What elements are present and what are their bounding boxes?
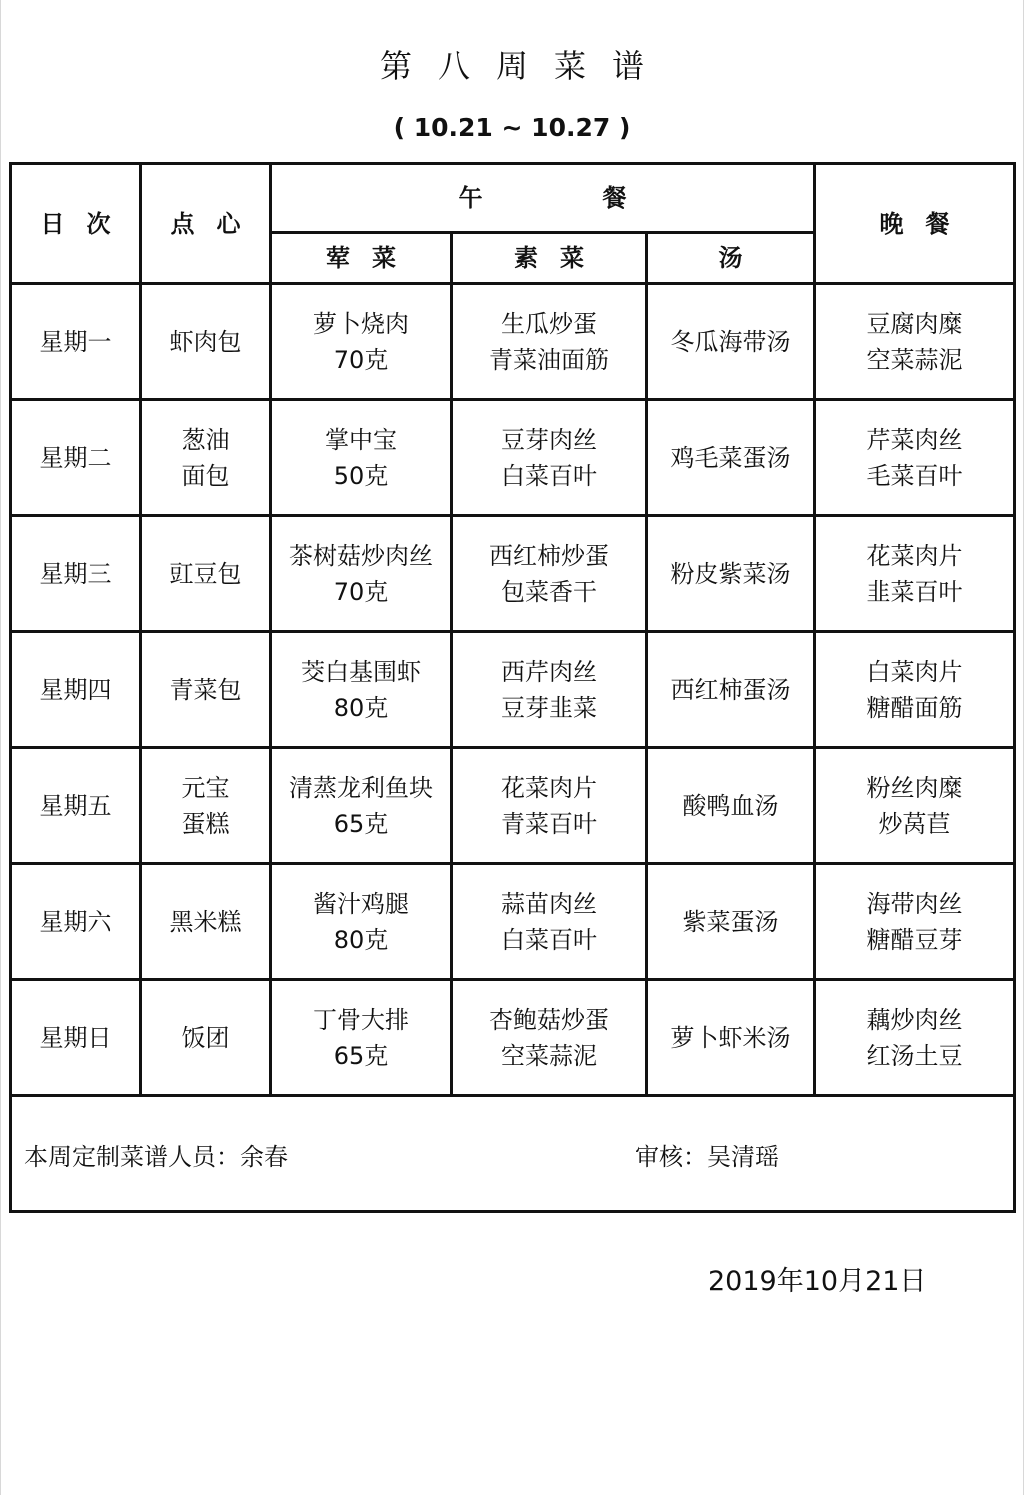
dinner-cell [815,284,1015,400]
soup-cell: 粉皮紫菜汤 [647,516,815,632]
table-row [11,284,1015,400]
snack-cell-line: 豇豆包 [169,559,242,588]
veg-dish-cell-line: 豆芽韭菜 [501,693,597,722]
snack-cell-line: 黑米糕 [169,907,242,936]
dinner-cell-line: 白菜肉片 [866,657,963,686]
dinner-cell-line: 空菜蒜泥 [866,345,963,374]
day-cell: 星期二 [11,400,141,516]
snack-cell [141,864,271,980]
snack-cell-line: 面包 [181,461,230,490]
veg-dish-cell-line: 包菜香干 [501,577,597,606]
veg-dish-cell-line: 西红柿炒蛋 [489,541,609,570]
snack-cell [141,400,271,516]
meat-dish-cell-line: 80克 [333,925,389,954]
soup-cell: 西红柿蛋汤 [647,632,815,748]
meat-dish-cell-line: 清蒸龙利鱼块 [289,773,433,802]
day-cell: 星期六 [11,864,141,980]
meat-dish-cell-line: 70克 [333,577,389,606]
footer-cell [11,1096,1015,1212]
table-row [11,400,1015,516]
veg-dish-cell-line: 西芹肉丝 [501,657,597,686]
meat-dish-cell-line: 酱汁鸡腿 [313,889,409,918]
veg-dish-cell [452,864,647,980]
issue-date: 2019年10月21日 [708,1266,927,1297]
page-title: 第八周菜谱 [379,47,670,85]
veg-dish-cell [452,980,647,1096]
snack-cell-line: 青菜包 [169,675,242,704]
snack-cell [141,980,271,1096]
header-dinner: 晚餐 [815,164,1015,284]
dinner-cell-line: 糖醋豆芽 [866,925,963,954]
meat-dish-cell-line: 65克 [333,1041,389,1070]
veg-dish-cell-line: 青菜百叶 [501,809,597,838]
header-lunch: 午餐 [271,164,815,233]
menu-maker: 本周定制菜谱人员：余春 [24,1143,288,1171]
dinner-cell [815,516,1015,632]
soup-cell: 酸鸭血汤 [647,748,815,864]
dinner-cell-line: 韭菜百叶 [866,577,963,606]
meat-dish-cell [271,980,452,1096]
meat-dish-cell [271,748,452,864]
header-day: 日次 [11,164,141,284]
meat-dish-cell-line: 70克 [333,345,389,374]
dinner-cell [815,400,1015,516]
veg-dish-cell-line: 白菜百叶 [501,461,597,490]
footer-row [11,1096,1015,1212]
meat-dish-cell-line: 茶树菇炒肉丝 [289,541,433,570]
meat-dish-cell [271,516,452,632]
veg-dish-cell [452,284,647,400]
snack-cell [141,284,271,400]
dinner-cell-line: 炒莴苣 [878,809,951,838]
meat-dish-cell-line: 50克 [333,461,389,490]
table-row [11,980,1015,1096]
snack-cell [141,748,271,864]
veg-dish-cell-line: 空菜蒜泥 [501,1041,597,1070]
dinner-cell [815,748,1015,864]
veg-dish-cell-line: 蒜苗肉丝 [501,889,597,918]
dinner-cell-line: 花菜肉片 [866,541,963,570]
snack-cell-line: 蛋糕 [181,809,230,838]
soup-cell: 冬瓜海带汤 [647,284,815,400]
table-row [11,632,1015,748]
snack-cell-line: 元宝 [181,773,230,802]
meat-dish-cell-line: 丁骨大排 [313,1005,409,1034]
table-row [11,516,1015,632]
dinner-cell-line: 豆腐肉糜 [866,309,963,338]
header-snack: 点心 [141,164,271,284]
header-meat: 荤菜 [271,233,452,284]
meat-dish-cell-line: 65克 [333,809,389,838]
snack-cell-line: 葱油 [181,425,230,454]
meat-dish-cell-line: 茭白基围虾 [301,657,421,686]
dinner-cell-line: 海带肉丝 [866,889,963,918]
day-cell: 星期五 [11,748,141,864]
dinner-cell [815,864,1015,980]
menu-auditor: 审核：吴清瑶 [635,1143,779,1171]
veg-dish-cell-line: 白菜百叶 [501,925,597,954]
snack-cell [141,632,271,748]
meat-dish-cell-line: 萝卜烧肉 [313,309,409,338]
menu-table [9,162,1016,1213]
dinner-cell-line: 毛菜百叶 [866,461,963,490]
veg-dish-cell-line: 豆芽肉丝 [501,425,597,454]
veg-dish-cell [452,632,647,748]
day-cell: 星期日 [11,980,141,1096]
header-row-1 [11,164,1015,233]
dinner-cell-line: 藕炒肉丝 [866,1005,963,1034]
meat-dish-cell [271,400,452,516]
veg-dish-cell-line: 杏鲍菇炒蛋 [489,1005,609,1034]
header-veg: 素菜 [452,233,647,284]
day-cell: 星期四 [11,632,141,748]
snack-cell-line: 虾肉包 [169,327,242,356]
veg-dish-cell-line: 生瓜炒蛋 [501,309,597,338]
date-range: ( 10.21 ~ 10.27 ) [393,113,631,142]
veg-dish-cell-line: 花菜肉片 [501,773,597,802]
snack-cell-line: 饭团 [181,1023,230,1052]
day-cell: 星期三 [11,516,141,632]
veg-dish-cell [452,516,647,632]
meat-dish-cell [271,284,452,400]
meat-dish-cell [271,632,452,748]
veg-dish-cell-line: 青菜油面筋 [489,345,609,374]
veg-dish-cell [452,748,647,864]
table-row [11,748,1015,864]
dinner-cell-line: 糖醋面筋 [866,693,963,722]
day-cell: 星期一 [11,284,141,400]
soup-cell: 紫菜蛋汤 [647,864,815,980]
meat-dish-cell-line: 80克 [333,693,389,722]
header-soup: 汤 [647,233,815,284]
dinner-cell-line: 红汤土豆 [866,1041,963,1070]
meat-dish-cell-line: 掌中宝 [325,425,397,454]
soup-cell: 萝卜虾米汤 [647,980,815,1096]
dinner-cell-line: 芹菜肉丝 [866,425,963,454]
dinner-cell [815,632,1015,748]
meat-dish-cell [271,864,452,980]
veg-dish-cell [452,400,647,516]
dinner-cell [815,980,1015,1096]
soup-cell: 鸡毛菜蛋汤 [647,400,815,516]
table-row [11,864,1015,980]
snack-cell [141,516,271,632]
dinner-cell-line: 粉丝肉糜 [866,773,963,802]
